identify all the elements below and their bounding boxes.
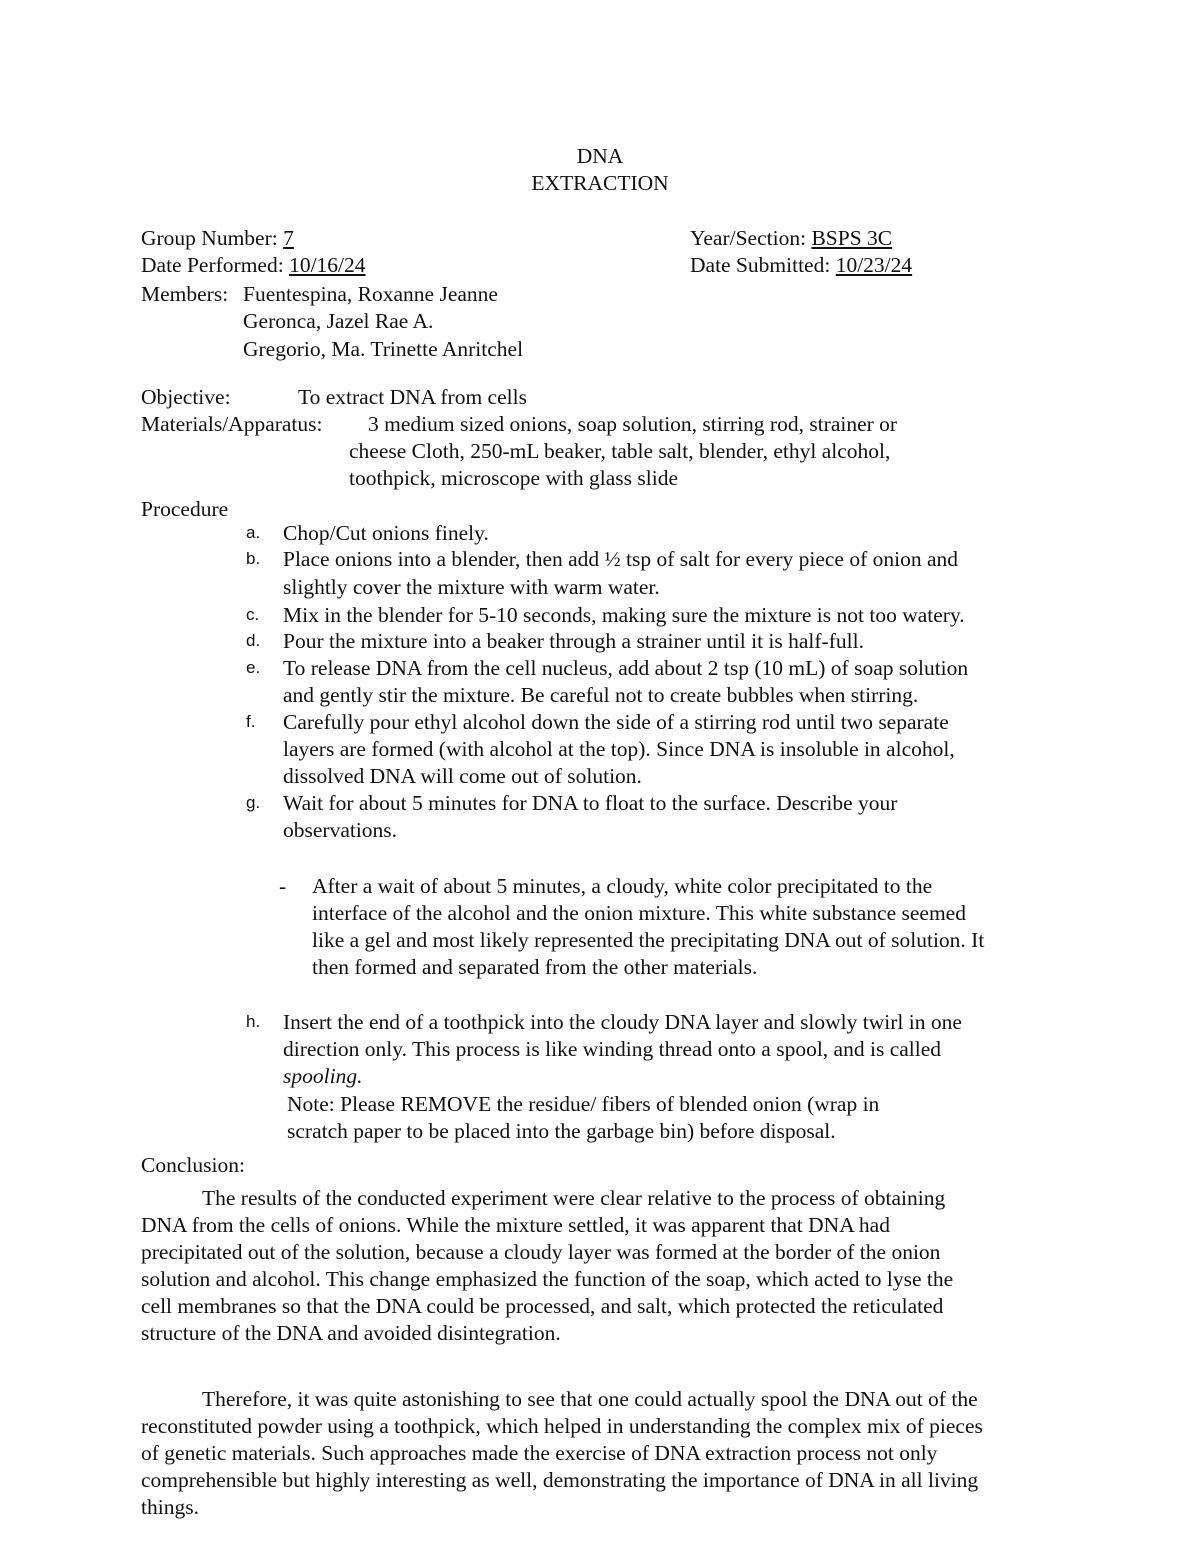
group-number-label: Group Number: xyxy=(141,226,284,250)
group-number-value: 7 xyxy=(283,226,294,250)
step-marker: g. xyxy=(246,793,261,812)
step-marker: f. xyxy=(246,712,256,731)
conclusion-line: cell membranes so that the DNA could be processed, and salt, which protected the reticulated xyxy=(141,1294,944,1318)
year-section-value: BSPS 3C xyxy=(811,226,893,250)
step-line: Wait for about 5 minutes for DNA to float to the surface. Describe your xyxy=(283,791,898,815)
group-number xyxy=(141,225,294,251)
objective-text: To extract DNA from cells xyxy=(298,385,527,409)
observation-line: After a wait of about 5 minutes, a cloudy, white color precipitated to the xyxy=(312,874,933,898)
conclusion-line: of genetic materials. Such approaches made the exercise of DNA extraction process not only xyxy=(141,1441,938,1465)
step-line: Pour the mixture into a beaker through a strainer until it is half-full. xyxy=(283,629,864,653)
materials-label: Materials/Apparatus: xyxy=(141,412,323,436)
step-line: and gently stir the mixture. Be careful not to create bubbles when stirring. xyxy=(283,683,919,707)
conclusion-line: The results of the conducted experiment were clear relative to the process of obtaining xyxy=(202,1186,946,1210)
step-marker: d. xyxy=(246,631,261,650)
step-line: Chop/Cut onions finely. xyxy=(283,521,489,545)
conclusion-line: Therefore, it was quite astonishing to see that one could actually spool the DNA out of the xyxy=(202,1387,978,1411)
observation-line: interface of the alcohol and the onion mixture. This white substance seemed xyxy=(312,901,966,925)
date-submitted-label: Date Submitted: xyxy=(690,253,836,277)
step-line: Carefully pour ethyl alcohol down the side of a stirring rod until two separate xyxy=(283,710,949,734)
conclusion-line: things. xyxy=(141,1495,199,1519)
step-line: Place onions into a blender, then add ½ tsp of salt for every piece of onion and xyxy=(283,547,959,571)
date-performed xyxy=(141,252,366,278)
member-name: Gregorio, Ma. Trinette Anritchel xyxy=(243,337,524,361)
step-line: Mix in the blender for 5-10 seconds, making sure the mixture is not too watery. xyxy=(283,603,965,627)
spooling-term: spooling. xyxy=(283,1064,363,1088)
step-line: Insert the end of a toothpick into the cloudy DNA layer and slowly twirl in one xyxy=(283,1010,962,1034)
conclusion-line: solution and alcohol. This change emphasized the function of the soap, which acted to lyse the xyxy=(141,1267,954,1291)
member-name: Geronca, Jazel Rae A. xyxy=(243,309,434,333)
step-marker: b. xyxy=(246,549,261,568)
step-marker: a. xyxy=(246,523,261,542)
note-line: scratch paper to be placed into the garbage bin) before disposal. xyxy=(287,1119,836,1143)
step-line: To release DNA from the cell nucleus, add about 2 tsp (10 mL) of soap solution xyxy=(283,656,969,680)
title-line-2: EXTRACTION xyxy=(531,171,669,195)
step-line: slightly cover the mixture with warm water. xyxy=(283,575,660,599)
date-performed-label: Date Performed: xyxy=(141,253,290,277)
conclusion-line: precipitated out of the solution, because a cloudy layer was formed at the border of the onion xyxy=(141,1240,941,1264)
year-section-label: Year/Section: xyxy=(690,226,812,250)
step-line: direction only. This process is like winding thread onto a spool, and is called xyxy=(283,1037,942,1061)
conclusion-heading: Conclusion: xyxy=(141,1153,245,1177)
materials-line: toothpick, microscope with glass slide xyxy=(349,466,679,490)
observation-bullet: - xyxy=(279,874,287,898)
step-line: observations. xyxy=(283,818,398,842)
materials-line: cheese Cloth, 250-mL beaker, table salt, blender, ethyl alcohol, xyxy=(349,439,891,463)
observation-line: like a gel and most likely represented the precipitating DNA out of solution. It xyxy=(312,928,985,952)
observation-line: then formed and separated from the other materials. xyxy=(312,955,758,979)
conclusion-line: structure of the DNA and avoided disintegration. xyxy=(141,1321,561,1345)
step-line: dissolved DNA will come out of solution. xyxy=(283,764,642,788)
members-label: Members: xyxy=(141,282,229,306)
step-marker: c. xyxy=(246,605,260,624)
procedure-heading: Procedure xyxy=(141,497,229,521)
member-name: Fuentespina, Roxanne Jeanne xyxy=(243,282,498,306)
title-line-1: DNA xyxy=(576,144,624,168)
conclusion-line: reconstituted powder using a toothpick, which helped in understanding the complex mix of pieces xyxy=(141,1414,983,1438)
conclusion-line: comprehensible but highly interesting as well, demonstrating the importance of DNA in all living xyxy=(141,1468,979,1492)
year-section xyxy=(690,225,892,251)
objective-label: Objective: xyxy=(141,385,231,409)
date-performed-value: 10/16/24 xyxy=(289,253,366,277)
conclusion-line: DNA from the cells of onions. While the mixture settled, it was apparent that DNA had xyxy=(141,1213,890,1237)
step-line: layers are formed (with alcohol at the top). Since DNA is insoluble in alcohol, xyxy=(283,737,955,761)
date-submitted xyxy=(690,252,912,278)
note-line: Note: Please REMOVE the residue/ fibers of blended onion (wrap in xyxy=(287,1092,880,1116)
step-marker: e. xyxy=(246,658,261,677)
materials-line: 3 medium sized onions, soap solution, stirring rod, strainer or xyxy=(368,412,898,436)
date-submitted-value: 10/23/24 xyxy=(835,253,913,277)
step-marker: h. xyxy=(246,1012,261,1031)
